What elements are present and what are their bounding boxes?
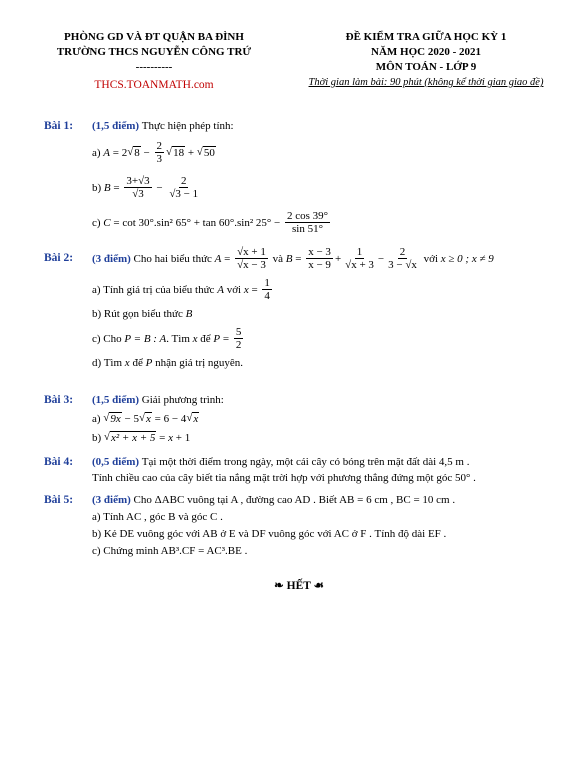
part-b: b) Rút gọn biểu thức B	[92, 308, 193, 320]
exam-content	[44, 120, 554, 592]
question-1	[44, 120, 554, 246]
question-label: Bài 4:	[44, 456, 74, 468]
question-label: Bài 5:	[44, 494, 74, 506]
part-a: a) Tính giá trị của biểu thức A với x = $\frac{1}{4}$	[92, 277, 270, 302]
school-name: TRƯỜNG THCS NGUYỄN CÔNG TRỨ	[56, 46, 252, 58]
header-dashes: ----------	[135, 61, 173, 73]
part-a: a) Tính AC , góc B và góc C .	[92, 511, 223, 523]
question-3: Bài 3: (1,5 điểm) Giải phương trình: a) √ 9x − 5 √ x = 6 − 4 √ x b) √ x² + x + 5 = x + 1	[44, 394, 554, 456]
exam-title: ĐỀ KIỂM TRA GIỮA HỌC KỲ 1	[345, 31, 507, 43]
question-2	[44, 246, 554, 394]
equation-a: a) √ 9x − 5 √ x = 6 − 4 √ x	[92, 412, 199, 425]
instruction: Thực hiện phép tính:	[141, 120, 234, 132]
subject: MÔN TOÁN - LỚP 9	[375, 61, 477, 73]
question-5: Bài 5: (3 điểm) Cho ΔABC vuông tại A , đường cao AD . Biết AB = 6 cm , BC = 10 cm . a) Tính AC , góc B và góc C . b) Kẻ DE vuông góc với AB ở E và DF vuông góc với AC ở F . Tính độ dài EF . c) Chứng minh AB³.CF = AC³.BE .	[44, 494, 554, 572]
part-d: d) Tìm x để P nhận giá trị nguyên.	[92, 357, 244, 369]
question-label: Bài 1:	[44, 120, 74, 132]
part-c: c) Chứng minh AB³.CF = AC³.BE .	[92, 545, 248, 557]
question-label: Bài 3:	[44, 394, 74, 406]
question-4: Bài 4: (0,5 điểm) Tại một thời điểm trong ngày, một cái cây có bóng trên mặt đất dài 4,5 m . Tính chiều cao của cây biết tia nắng mặt trời hợp với phương thẳng đứng một góc 50° .	[44, 456, 476, 484]
equation-b: b) √ x² + x + 5 = x + 1	[92, 431, 191, 444]
part-b: b) Kẻ DE vuông góc với AB ở E và DF vuông góc với AC ở F . Tính độ dài EF .	[92, 528, 447, 540]
part-c: c) Cho P = B : A . Tìm x để P = $\frac{5}{2}$	[92, 326, 242, 351]
points: (1,5 điểm)	[92, 120, 140, 132]
expressions-definition: (3 điểm) Cho hai biểu thức A = $\frac{√x + 1}{√x - 3}$ và B = $\frac{x - 3}{x - 9}$ + $\frac{1}{√x + 3}$ − $\frac{2}{3 - √x}$ với x ≥ 0 ; x ≠ 9	[92, 246, 494, 271]
expression-c: c) C = cot 30°.sin² 65° + tan 60°.sin² 25° − $\frac{2 \cos 39^\circ}{\sin 51^\circ}$	[92, 210, 329, 235]
expression-b: b) B = $\frac{3+√3}{√3}$ − $\frac{2}{√3 - 1}$	[92, 175, 199, 200]
school-year: NĂM HỌC 2020 - 2021	[371, 46, 481, 58]
header-left	[34, 30, 274, 93]
end-marker: ❧ HẾT ☙	[274, 580, 324, 592]
department-name: PHÒNG GD VÀ ĐT QUẬN BA ĐÌNH	[64, 31, 244, 43]
expression-a: a) A = 2 √ 8 − $\frac{2}{3}$ √ 18 + √ 50	[92, 140, 215, 165]
website-watermark: THCS.TOANMATH.com	[94, 79, 214, 91]
time-limit: Thời gian làm bài: 90 phút (không kể thời gian giao đề)	[308, 77, 544, 88]
header-right	[296, 30, 556, 90]
question-label: Bài 2:	[44, 252, 74, 264]
